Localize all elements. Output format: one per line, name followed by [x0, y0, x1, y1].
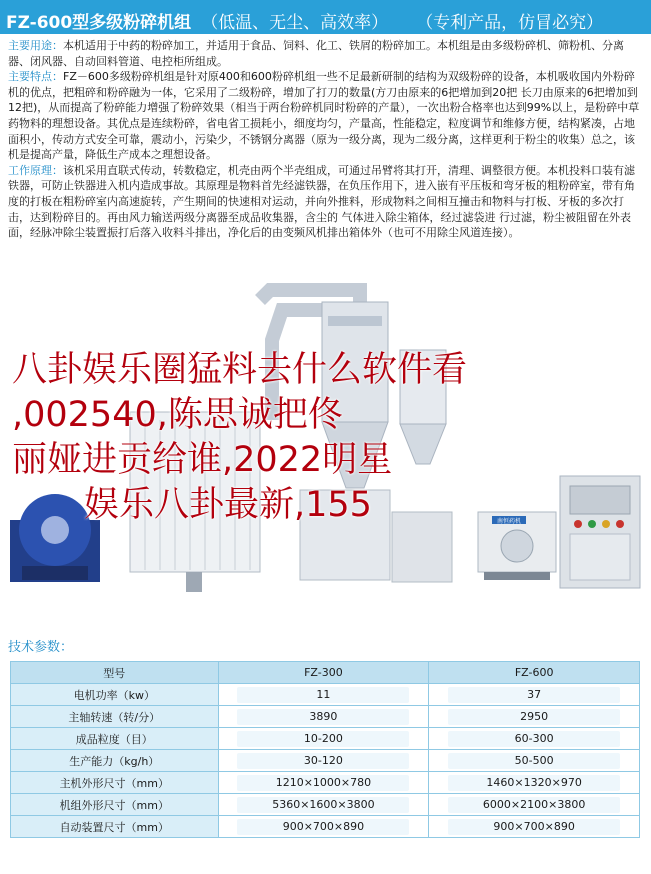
fz600-value: 60-300	[429, 728, 640, 750]
fz300-value: 900×700×890	[218, 816, 429, 838]
specs-header-row	[11, 662, 640, 684]
usage-paragraph	[8, 38, 642, 69]
overlay-caption	[12, 348, 644, 528]
principle-paragraph	[8, 163, 642, 241]
header-bar	[0, 6, 651, 34]
overlay-line-2: ,002540,陈思诚把佟	[12, 395, 343, 435]
table-row	[11, 794, 640, 816]
features-label: 主要特点：	[8, 70, 63, 84]
fz300-value: 1210×1000×780	[218, 772, 429, 794]
fz300-value: 3890	[218, 706, 429, 728]
table-row	[11, 706, 640, 728]
header-model-title: FZ-600型多级粉碎机组	[6, 12, 192, 33]
fz300-value: 5360×1600×3800	[218, 794, 429, 816]
fz600-value: 2950	[429, 706, 640, 728]
overlay-line-3: 丽娅进贡给谁,2022明星	[12, 440, 393, 480]
table-row	[11, 772, 640, 794]
table-row	[11, 816, 640, 838]
specs-header-model: 型号	[11, 662, 219, 684]
fz600-value: 900×700×890	[429, 816, 640, 838]
overlay-line-4: 娱乐八卦最新,155	[84, 485, 372, 525]
specs-title: 技术参数：	[8, 640, 74, 655]
table-row	[11, 684, 640, 706]
fz300-value: 10-200	[218, 728, 429, 750]
usage-text: 本机适用于中药的粉碎加工，并适用于食品、饲料、化工、铁屑的粉碎加工。本机组是由多级粉碎机、筛粉机、分离器、闭风器、自动回料管道、电控柜所组成。	[8, 39, 624, 68]
fz300-value: 11	[218, 684, 429, 706]
principle-label: 工作原理：	[8, 163, 63, 177]
row-label: 主轴转速（转/分）	[11, 706, 219, 728]
row-label: 机组外形尺寸（mm）	[11, 794, 219, 816]
table-row	[11, 750, 640, 772]
row-label: 自动装置尺寸（mm）	[11, 816, 219, 838]
overlay-line-1: 八卦娱乐圈猛料去什么软件看	[12, 350, 468, 390]
specs-header-fz600: FZ-600	[429, 662, 640, 684]
row-label: 成品粒度（目）	[11, 728, 219, 750]
row-label: 生产能力（kg/h）	[11, 750, 219, 772]
features-paragraph	[8, 69, 642, 163]
fz600-value: 1460×1320×970	[429, 772, 640, 794]
row-label: 主机外形尺寸（mm）	[11, 772, 219, 794]
header-patent-note: （专利产品，仿冒必究）	[416, 12, 604, 33]
header-tagline: （低温、无尘、高效率）	[201, 12, 389, 33]
intro-section	[8, 38, 642, 241]
principle-text: 该机采用直联式传动，转数稳定，机壳由两个半壳组成，可通过吊臂将其打开，清理、调整很方便。本机投料口装有滤铁器，可防止铁器进入机内造成事故。其原理是物料首先经滤铁器，在负压作用下，进入嵌有平压板和弯牙板的粗粉碎室，带有角度的打板在粗粉碎室内高速旋转，产生期间的快速相对运动，并向外推料，形成物料之间相互撞击和物料与打板、牙板的多次打击，达到粉碎目的。再由风力输送两级分离器至成品收集器，含尘的 气体进入除尘箱体，经过滤袋进 行过滤，粉尘被阻留在外表面，经脉冲除尘装置振打后落入收料斗排出，净化后的由变频风机排出箱体外（也可不用除尘风道连接）。	[8, 163, 635, 240]
fz600-value: 50-500	[429, 750, 640, 772]
table-row	[11, 728, 640, 750]
features-text: FZ－600多级粉碎机组是针对原400和600粉碎机组一些不足最新研制的结构为双级粉碎的设备，本机吸收国内外粉碎机的优点，把粗碎和粉碎融为一体，它采用了二级粉碎，增加了打刀的数量(方刀由原来的6把增加到20把 长刀由原来的6把增加到12把)，从而提高了粉碎能力增强了粉碎效果（相当于两台粉碎机同时粉碎的产量），一次出粉合格率也达到99%以上，是粉碎中草药物料的理想设备。其优点是连续粉碎，省电省工损耗小，细度均匀，产量高，性能稳定，粒度调节和维修方便，结构紧凑，占地面积小，传动方式安全可靠，震动小，污染少，不锈钢分离器（原为一级分离，现为二级分离，这样更利于粉尘的收集）总之，该机是提高产量，降低生产成本之理想设备。	[8, 70, 640, 162]
usage-label: 主要用途：	[8, 39, 63, 52]
grinder-nameplate: 南恒药机	[496, 518, 522, 525]
specs-header-fz300: FZ-300	[218, 662, 429, 684]
product-photo-area	[0, 280, 651, 605]
fz300-value: 30-120	[218, 750, 429, 772]
specs-table	[10, 661, 640, 838]
fz600-value: 37	[429, 684, 640, 706]
row-label: 电机功率（kw）	[11, 684, 219, 706]
fz600-value: 6000×2100×3800	[429, 794, 640, 816]
